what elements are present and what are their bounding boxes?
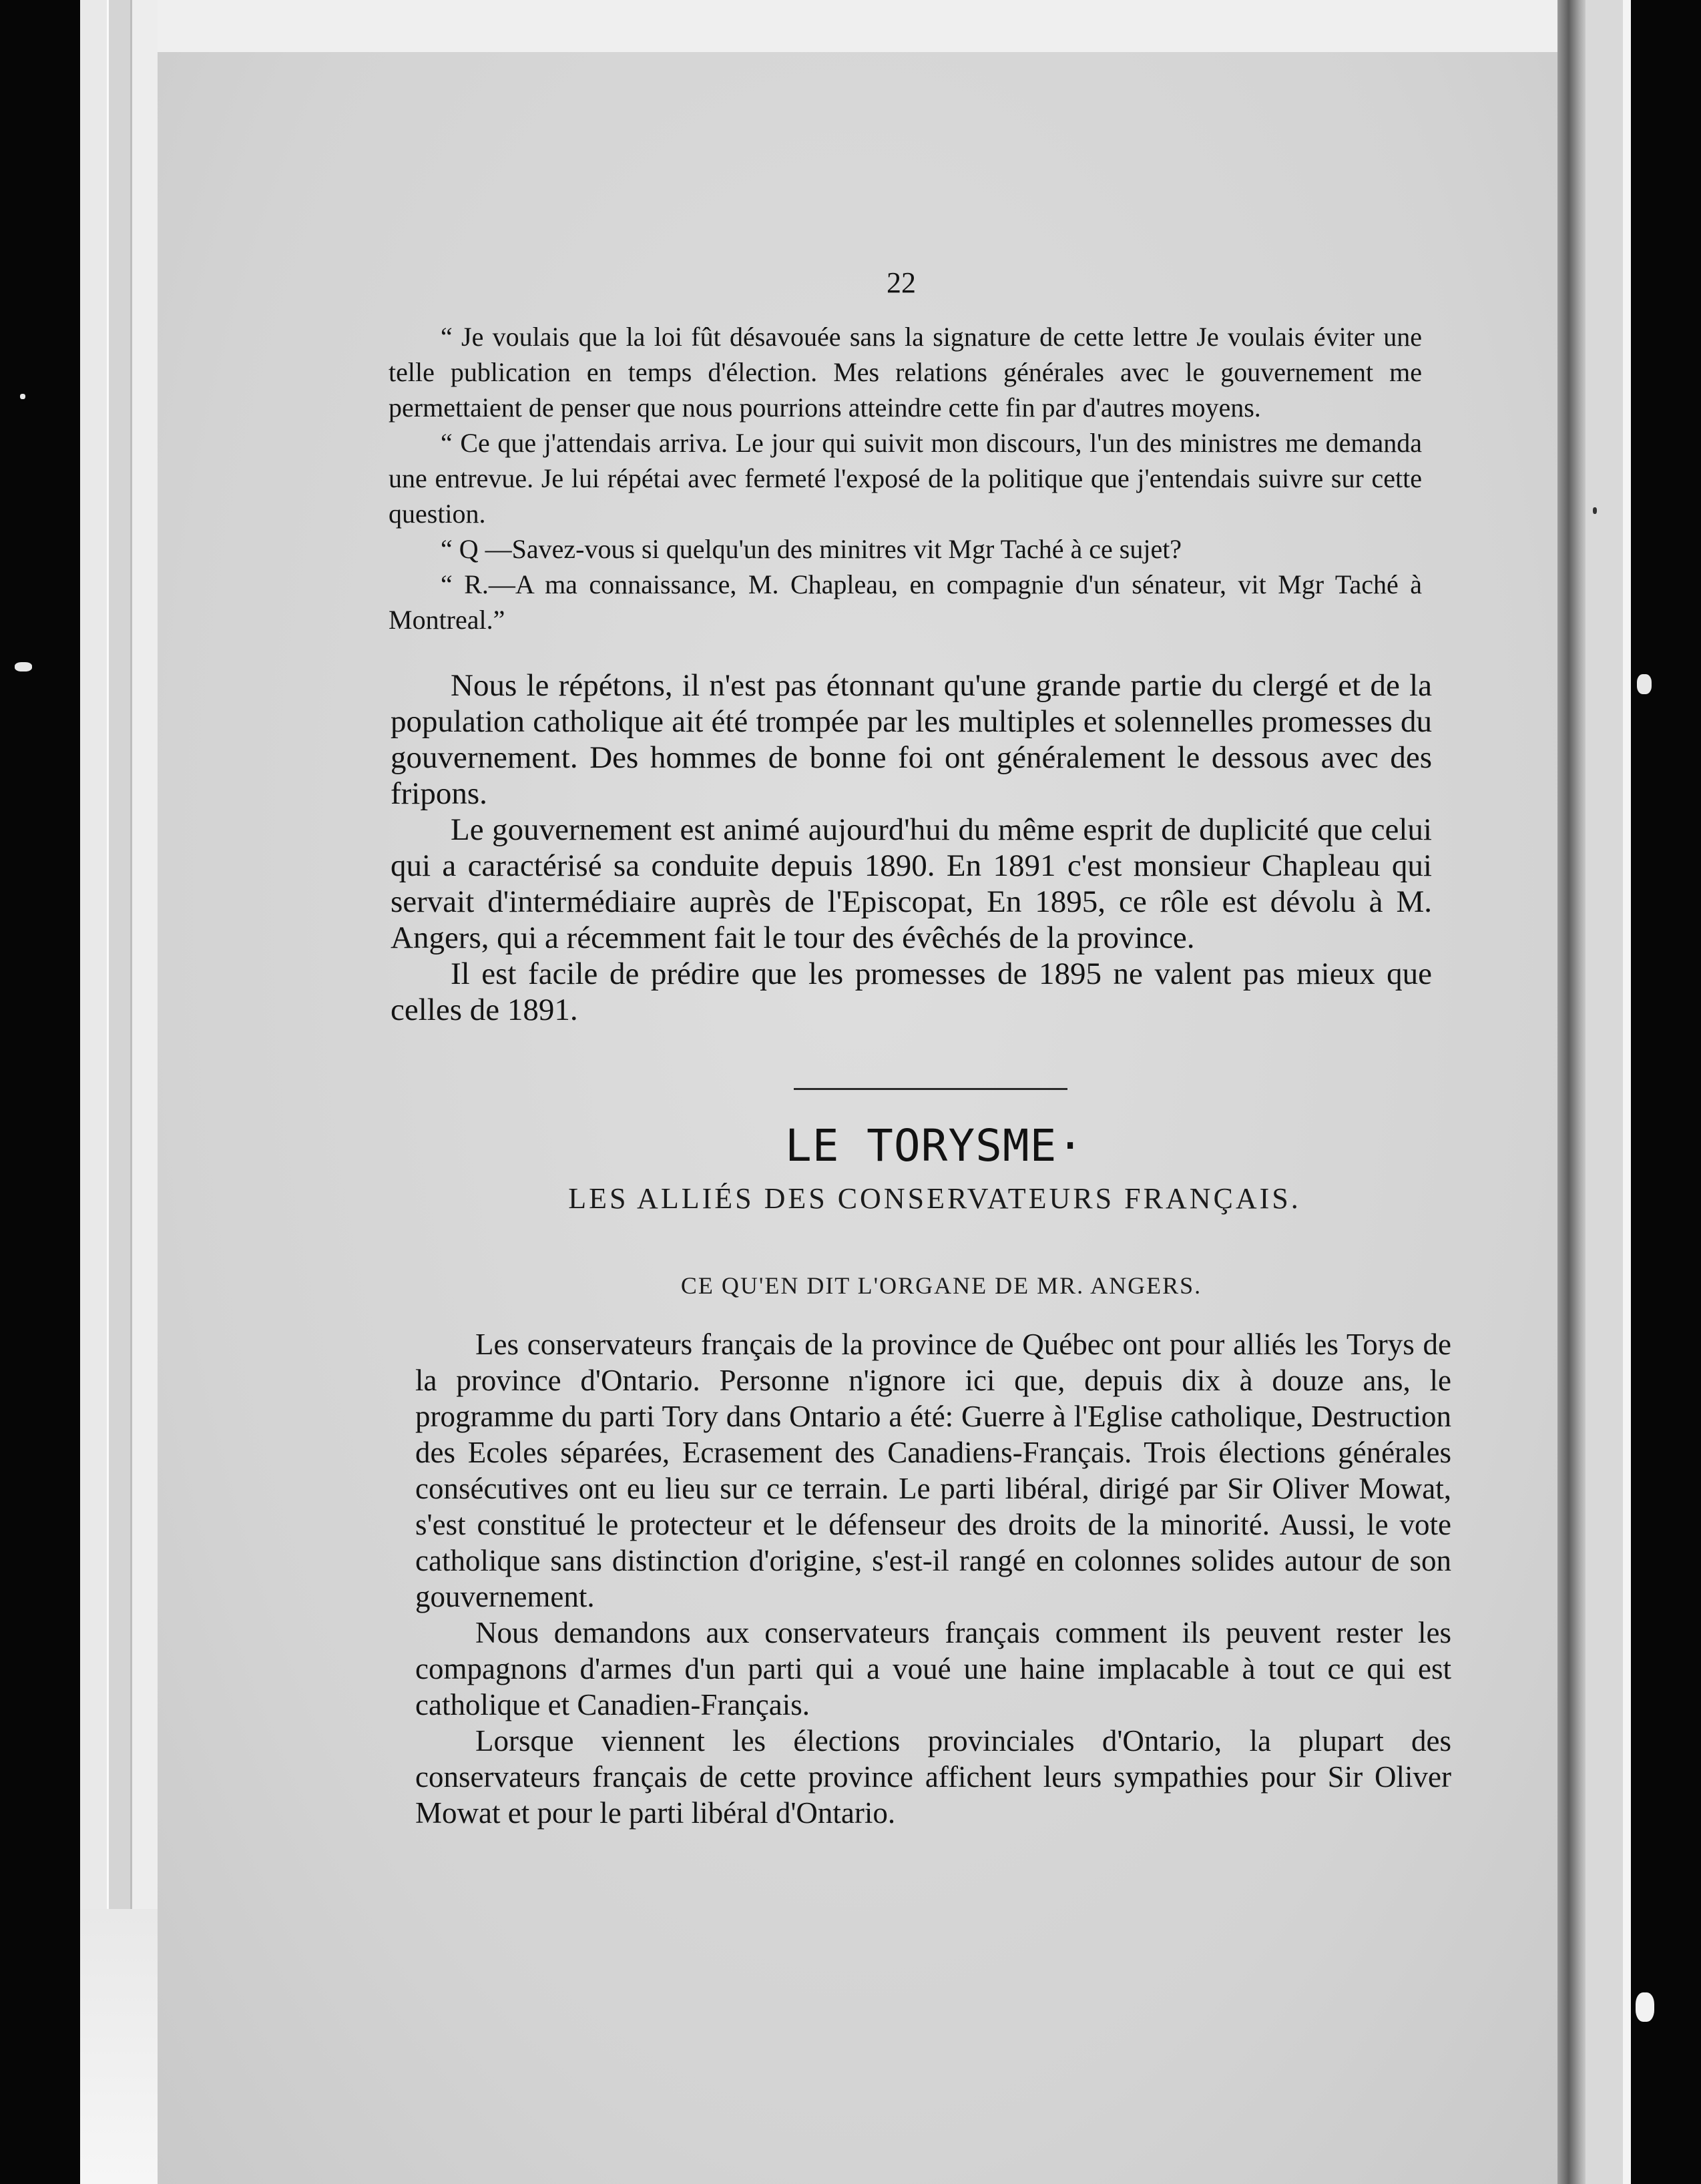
quote-paragraph: “ Q —Savez-vous si quelqu'un des minitres vit Mgr Taché à ce sujet? — [441, 534, 1182, 564]
commentary-section — [391, 667, 1432, 1028]
quote-paragraph: “ Je voulais que la loi fût désavouée sans la signature de cette lettre Je voulais éviter une telle publication en temps d'élection. Mes relations générales avec le gouvernement me permettaient de penser que nous pourrions atteindre cette fin par d'autres moyens. — [389, 322, 1422, 423]
section-divider — [794, 1088, 1067, 1090]
body-paragraph: Le gouvernement est animé aujourd'hui du même esprit de duplicité que celui qui a caractérisé sa conduite depuis 1890. En 1891 c'est monsieur Chapleau qui servait d'intermédiaire auprès de l'Episcopat, En 1895, ce rôle est dévolu à M. Angers, qui a récemment fait le tour des évêchés de la province. — [391, 812, 1432, 955]
quote-paragraph: “ Ce que j'attendais arriva. Le jour qui suivit mon discours, l'un des ministres me demanda une entrevue. Je lui répétai avec fermeté l'exposé de la politique que j'entendais suivre sur cette question. — [389, 428, 1422, 529]
section-subtitle: LES ALLIÉS DES CONSERVATEURS FRANÇAIS. — [568, 1182, 1301, 1215]
body-paragraph: Les conservateurs français de la province de Québec ont pour alliés les Torys de la province d'Ontario. Personne n'ignore ici que, depuis dix à douze ans, le programme du parti Tory dans Ontario a été: Guerre à l'Eglise catholique, Destruction des Ecoles séparées, Ecrasement des Canadiens-Français. Trois élections générales consécutives ont eu lieu sur ce terrain. Le parti libéral, dirigé par Sir Oliver Mowat, s'est constitué le protecteur et le défenseur des droits de la minorité. Aussi, le vote catholique sans distinction d'origine, s'est-il rangé en colonnes solides autour de son gouvernement. — [415, 1328, 1451, 1613]
body-paragraph: Nous le répétons, il n'est pas étonnant qu'une grande partie du clergé et de la population catholique ait été trompée par les multiples et solennelles promesses du gouvernement. Des hommes de bonne foi ont généralement le dessous avec des fripons. — [391, 668, 1432, 811]
body-paragraph: Nous demandons aux conservateurs français comment ils peuvent rester les compagnons d'armes d'un parti qui a voué une haine implacable à tout ce qui est catholique et Canadien-Français. — [415, 1616, 1451, 1721]
body-paragraph: Lorsque viennent les élections provinciales d'Ontario, la plupart des conservateurs français de cette province affichent leurs sympathies pour Sir Oliver Mowat et pour le parti libéral d'Ontario. — [415, 1724, 1451, 1830]
body-paragraph: Il est facile de prédire que les promesses de 1895 ne valent pas mieux que celles de 1891. — [391, 957, 1432, 1027]
section-title: LE TORYSME· — [784, 1120, 1085, 1171]
quoted-testimony — [389, 319, 1422, 637]
page-number: 22 — [887, 266, 916, 299]
quote-paragraph: “ R.—A ma connaissance, M. Chapleau, en compagnie d'un sénateur, vit Mgr Taché à Montreal.” — [389, 569, 1422, 635]
torysme-section — [415, 1326, 1451, 1831]
section-subsubtitle: CE QU'EN DIT L'ORGANE DE MR. ANGERS. — [680, 1272, 1202, 1299]
